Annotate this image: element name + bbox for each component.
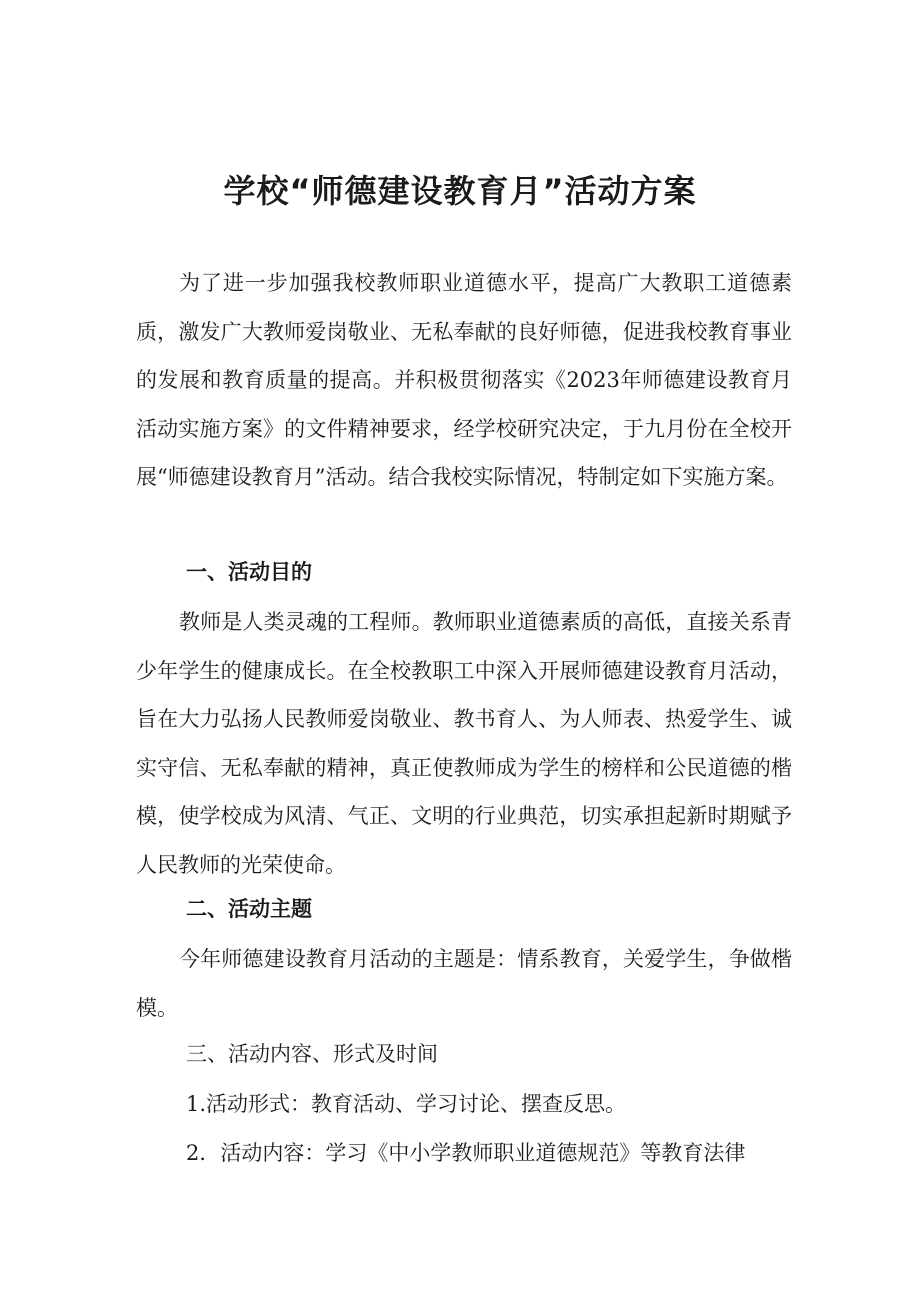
- document-title: 学校“师德建设教育月”活动方案: [223, 172, 697, 210]
- intro-paragraph: 为了进一步加强我校教师职业道德水平，提高广大教职工道德素质，激发广大教师爱岗敬业、无私奉献的良好师德，促进我校教育事业的发展和教育质量的提高。并积极贯彻落实《2023年师德建设教育月活动实施方案》的文件精神要求，经学校研究决定，于九月份在全校开展“师德建设教育月”活动。结合我校实际情况，特制定如下实施方案。: [136, 271, 792, 489]
- section-heading-content: 三、活动内容、形式及时间: [186, 1042, 438, 1066]
- section-heading-theme: 二、活动主题: [186, 897, 312, 921]
- section-paragraph-purpose: 教师是人类灵魂的工程师。教师职业道德素质的高低，直接关系青少年学生的健康成长。在全校教职工中深入开展师德建设教育月活动，旨在大力弘扬人民教师爱岗敬业、教书育人、为人师表、热爱学生、诚实守信、无私奉献的精神，真正使教师成为学生的榜样和公民道德的楷模，使学校成为风清、气正、文明的行业典范，切实承担起新时期赋予人民教师的光荣使命。: [136, 610, 792, 877]
- section-heading-purpose: 一、活动目的: [186, 560, 312, 584]
- section-paragraph-theme: 今年师德建设教育月活动的主题是：情系教育，关爱学生，争做楷模。: [136, 947, 792, 1020]
- list-item-content: 2．活动内容：学习《中小学教师职业道德规范》等教育法律: [186, 1141, 746, 1165]
- list-item-form: 1.活动形式：教育活动、学习讨论、摆查反思。: [186, 1092, 627, 1116]
